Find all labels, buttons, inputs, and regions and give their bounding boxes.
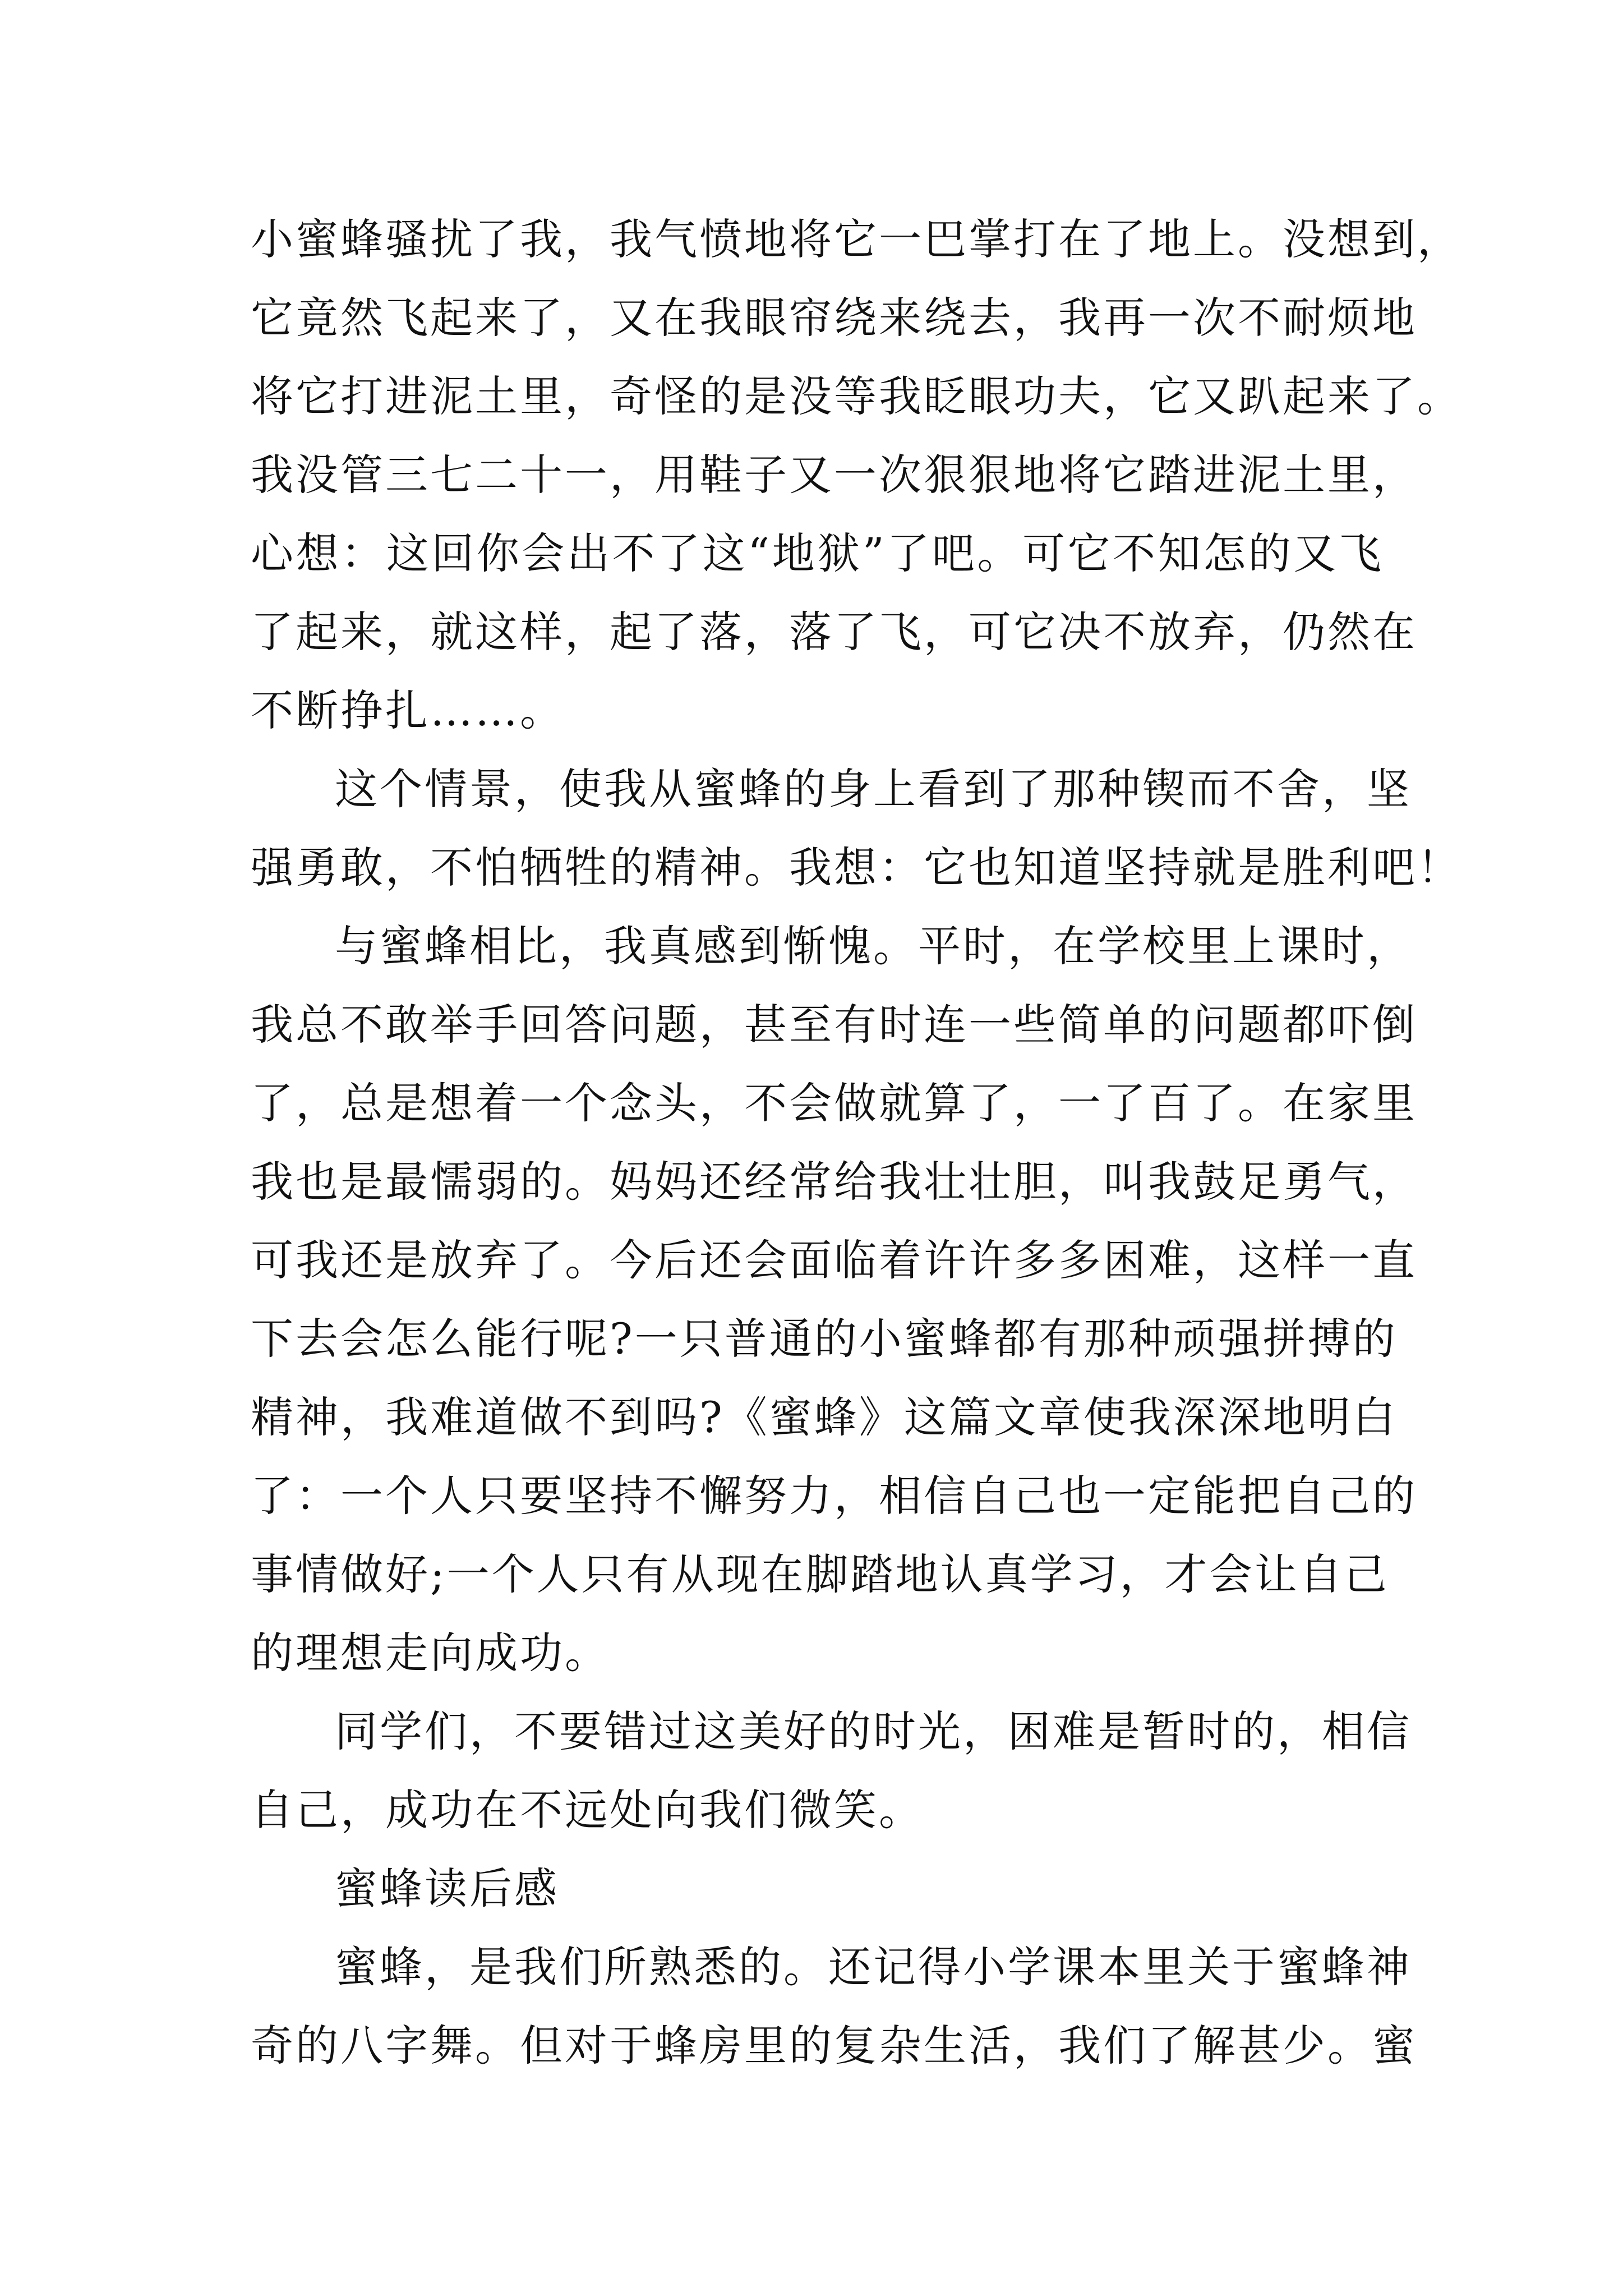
paragraph-first-line: 蜜蜂，是我们所熟悉的。还记得小学课本里关于蜜蜂神 — [335, 1942, 1412, 1992]
text-line: 强勇敢，不怕牺牲的精神。我想：它也知道坚持就是胜利吧！ — [251, 843, 1462, 892]
section-heading: 蜜蜂读后感 — [335, 1864, 559, 1913]
paragraph-first-line: 同学们，不要错过这美好的时光，困难是暂时的，相信 — [335, 1706, 1412, 1756]
text-line: 小蜜蜂骚扰了我，我气愤地将它一巴掌打在了地上。没想到， — [251, 214, 1462, 264]
text-line: 下去会怎么能行呢?一只普通的小蜜蜂都有那种顽强拼搏的 — [251, 1314, 1398, 1364]
paragraph-first-line: 这个情景，使我从蜜蜂的身上看到了那种锲而不舍，坚 — [335, 764, 1412, 814]
text-line: 我总不敢举手回答问题，甚至有时连一些简单的问题都吓倒 — [251, 1000, 1417, 1050]
paragraph-first-line: 与蜜蜂相比，我真感到惭愧。平时，在学校里上课时， — [335, 921, 1412, 971]
text-line: 心想：这回你会出不了这“地狱”了吧。可它不知怎的又飞 — [251, 528, 1384, 578]
text-line: 了：一个人只要坚持不懈努力，相信自己也一定能把自己的 — [251, 1471, 1417, 1521]
text-line: 自己，成功在不远处向我们微笑。 — [251, 1785, 924, 1835]
text-line: 我也是最懦弱的。妈妈还经常给我壮壮胆，叫我鼓足勇气， — [251, 1157, 1417, 1207]
text-line: 将它打进泥土里，奇怪的是没等我眨眼功夫，它又趴起来了。 — [251, 371, 1462, 421]
text-line: 奇的八字舞。但对于蜂房里的复杂生活，我们了解甚少。蜜 — [251, 2021, 1417, 2070]
text-line: 的理想走向成功。 — [251, 1628, 610, 1678]
text-line: 精神，我难道做不到吗?《蜜蜂》这篇文章使我深深地明白 — [251, 1392, 1398, 1442]
text-line: 事情做好;一个人只有从现在脚踏地认真学习，才会让自己 — [251, 1549, 1389, 1599]
text-line: 可我还是放弃了。今后还会面临着许许多多困难，这样一直 — [251, 1235, 1417, 1285]
text-line: 了，总是想着一个念头，不会做就算了，一了百了。在家里 — [251, 1078, 1417, 1128]
text-line: 它竟然飞起来了，又在我眼帘绕来绕去，我再一次不耐烦地 — [251, 293, 1417, 343]
text-line: 了起来，就这样，起了落，落了飞，可它决不放弃，仍然在 — [251, 607, 1417, 657]
text-line: 不断挣扎……。 — [251, 685, 565, 735]
text-line: 我没管三七二十一，用鞋子又一次狠狠地将它踏进泥土里， — [251, 450, 1417, 500]
